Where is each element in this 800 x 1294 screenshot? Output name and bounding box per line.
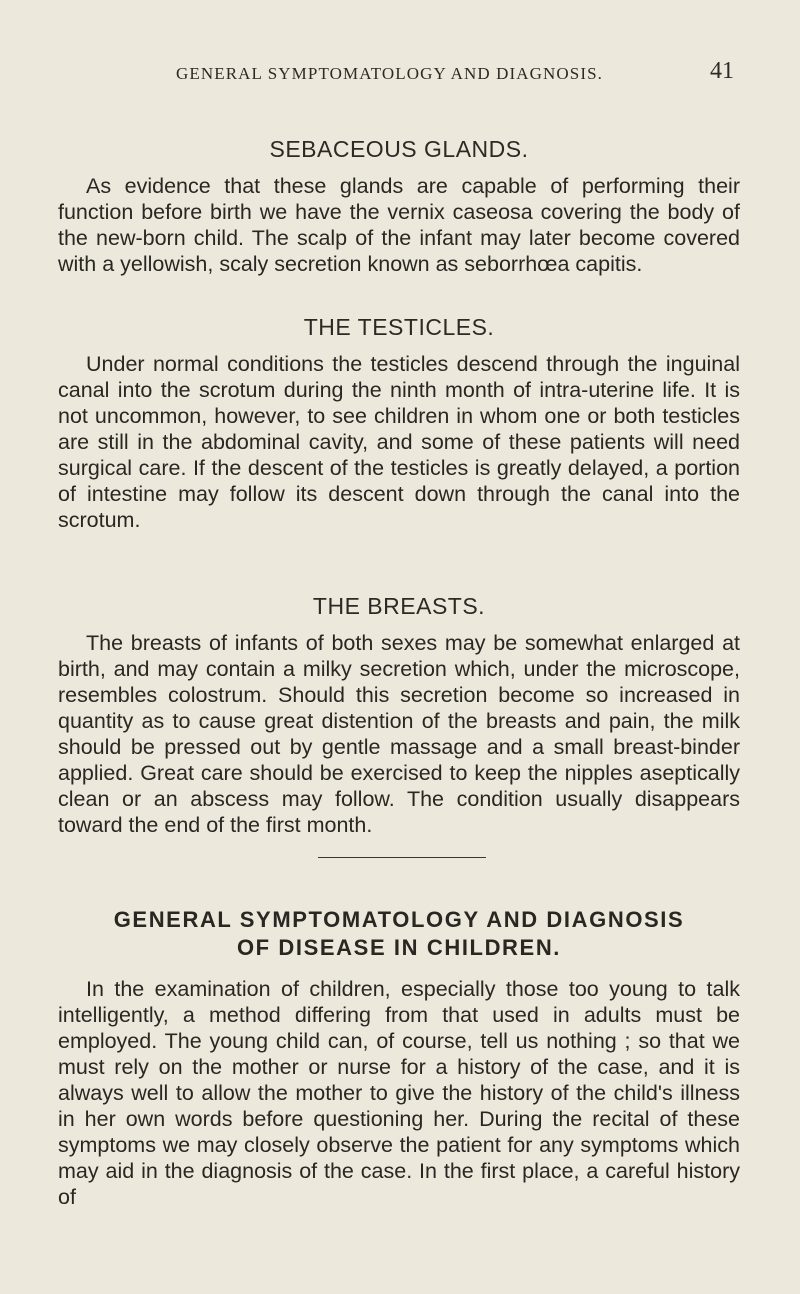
running-head (0, 58, 800, 88)
section-heading: THE TESTICLES. (303, 314, 495, 340)
paragraph-text: As evidence that these glands are capable of performing their function before birth we have the vernix caseosa covering the body of the new-born child. The scalp of the infant may later become covered with a yellowish, scaly secretion known as seborrhœa capitis. (58, 174, 740, 276)
running-title: GENERAL SYMPTOMATOLOGY AND DIAGNOSIS. (176, 64, 604, 83)
page-number: 41 (710, 58, 734, 84)
paragraph (58, 173, 740, 277)
section-divider (318, 857, 486, 858)
paragraph-text: Under normal conditions the testicles descend through the inguinal canal into the scrotum during the ninth month of intra-uterine life. It is not uncommon, however, to see children in whom one or both testicles are still in the abdominal cavity, and some of these patients will need surgical care. If the descent of the testicles is greatly delayed, a portion of intestine may follow its descent down through the canal into the scrotum. (58, 352, 740, 532)
paragraph (58, 351, 740, 533)
chapter-heading (58, 906, 740, 962)
section-breasts (58, 593, 740, 838)
paragraph-text: The breasts of infants of both sexes may be somewhat enlarged at birth, and may contain a milky secretion which, under the microscope, resembles colostrum. Should this secretion become so increased in quantity as to cause great distention of the breasts and pain, the milk should be pressed out by gentle massage and a small breast-binder applied. Great care should be exercised to keep the nipples aseptically clean or an abscess may follow. The condition usually disappears toward the end of the first month. (58, 631, 740, 837)
chapter-heading-line: GENERAL SYMPTOMATOLOGY AND DIAGNOSIS (113, 907, 685, 932)
paragraph (58, 976, 740, 1210)
paragraph (58, 630, 740, 838)
section-general-symptomatology (58, 906, 740, 1210)
section-testicles (58, 314, 740, 533)
section-sebaceous-glands (58, 136, 740, 277)
section-heading: SEBACEOUS GLANDS. (269, 136, 529, 162)
section-heading: THE BREASTS. (312, 593, 486, 619)
paragraph-text: In the examination of children, especially those too young to talk intelligently, a method differing from that used in adults must be employed. The young child can, of course, tell us nothing ; so that we must rely on the mother or nurse for a history of the case, and it is always well to allow the mother to give the history of the child's illness in her own words before questioning her. During the recital of these symptoms we may closely observe the patient for any symptoms which may aid in the diagnosis of the case. In the first place, a careful history of (58, 977, 740, 1209)
chapter-heading-line: OF DISEASE IN CHILDREN. (236, 935, 562, 960)
